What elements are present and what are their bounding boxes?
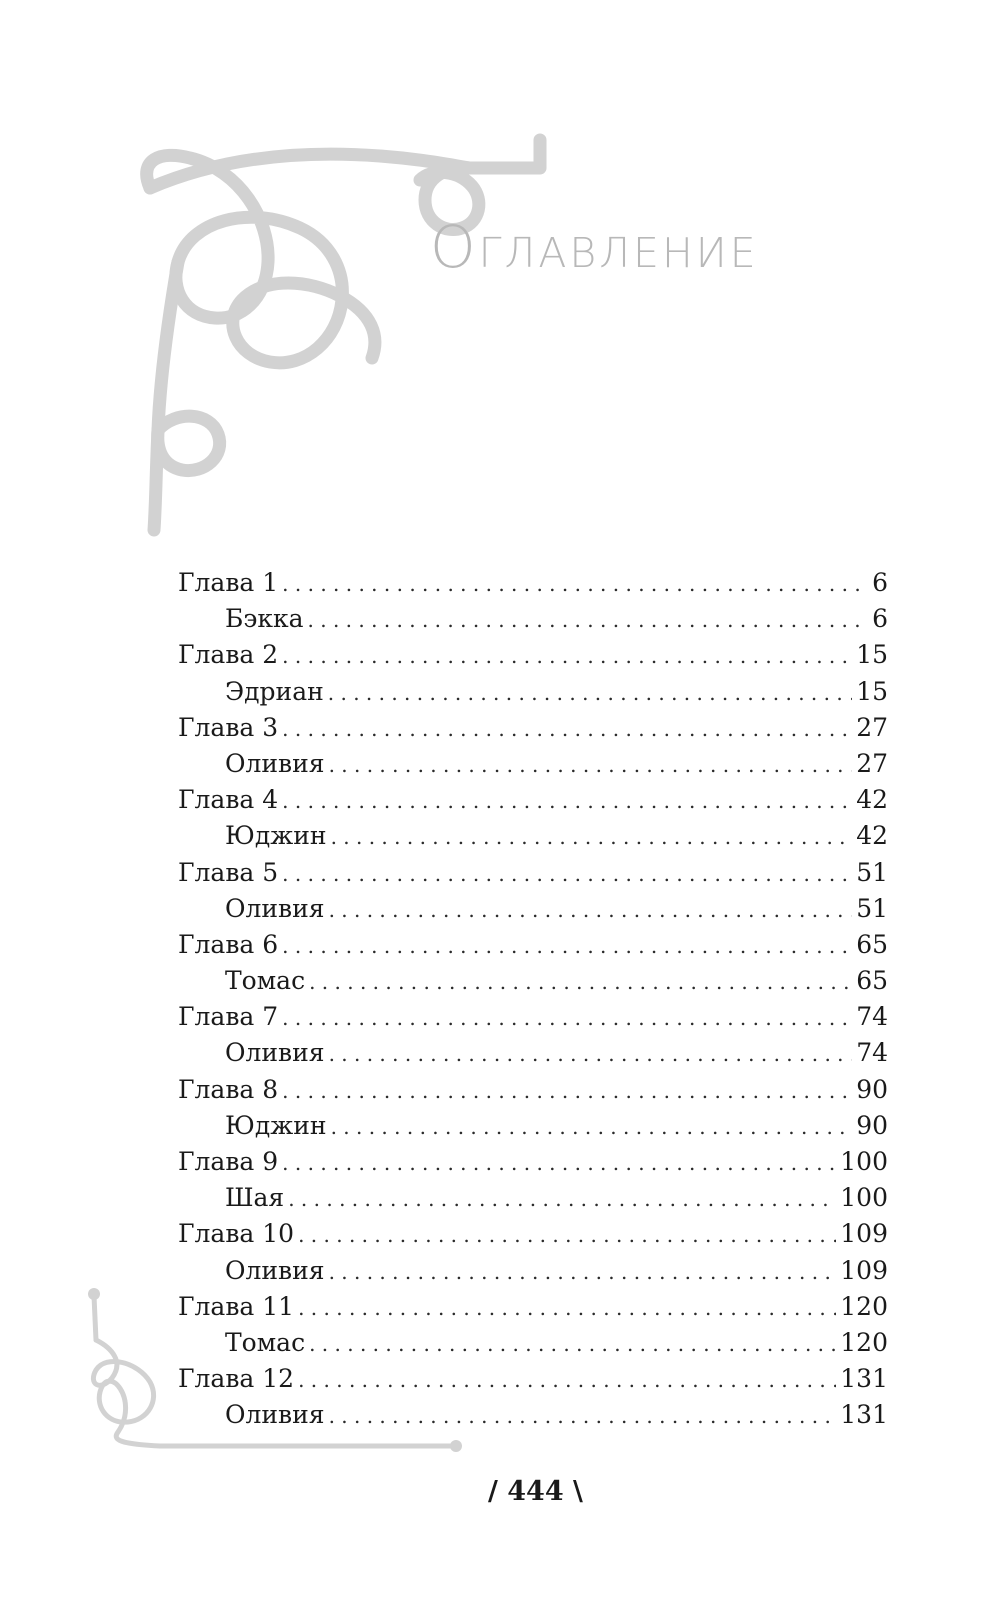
toc-entry-label: Глава 2 xyxy=(178,640,279,670)
toc-dot-leader xyxy=(288,1181,836,1217)
toc-entry-page: 6 xyxy=(872,568,888,597)
toc-entry-label: Глава 10 xyxy=(178,1219,295,1249)
toc-chapter-row xyxy=(178,1216,888,1252)
toc-dot-leader xyxy=(282,566,868,602)
toc-section-row xyxy=(178,1180,888,1216)
toc-dot-leader xyxy=(329,747,853,783)
toc-dot-leader xyxy=(282,1145,836,1181)
toc-entry-label: Томас xyxy=(225,1327,306,1357)
toc-entry-label: Эдриан xyxy=(225,676,324,706)
toc-chapter-row xyxy=(178,999,888,1035)
toc-entry-page: 27 xyxy=(856,712,888,742)
toc-entry-page: 42 xyxy=(856,785,888,815)
toc-entry-page: 6 xyxy=(872,604,888,634)
toc-entry-label: Глава 12 xyxy=(178,1364,295,1394)
toc-chapter-row xyxy=(178,1072,888,1108)
toc-entry-label: Томас xyxy=(225,966,306,996)
toc-chapter-row xyxy=(178,710,888,746)
toc-dot-leader xyxy=(308,602,869,638)
toc-entry-page: 100 xyxy=(840,1183,888,1213)
toc-entry-page: 120 xyxy=(840,1291,888,1321)
page-title: Оглавление xyxy=(430,213,759,281)
toc-dot-leader xyxy=(329,1398,837,1434)
toc-section-row xyxy=(178,818,888,854)
toc-dot-leader xyxy=(282,1073,852,1109)
toc-dot-leader xyxy=(282,928,852,964)
toc-section-row xyxy=(178,1397,888,1433)
toc-dot-leader xyxy=(282,856,852,892)
toc-dot-leader xyxy=(282,1000,852,1036)
toc-dot-leader xyxy=(298,1217,836,1253)
toc-entry-page: 131 xyxy=(840,1364,888,1394)
toc-entry-label: Оливия xyxy=(225,1255,325,1285)
toc-entry-page: 15 xyxy=(856,676,888,706)
toc-entry-page: 65 xyxy=(856,929,888,959)
toc-entry-label: Оливия xyxy=(225,1400,325,1430)
toc-entry-label: Глава 9 xyxy=(178,1147,279,1176)
toc-entry-page: 65 xyxy=(856,966,888,996)
toc-entry-page: 27 xyxy=(856,748,888,778)
toc-dot-leader xyxy=(329,892,853,928)
toc-entry-label: Оливия xyxy=(225,748,325,778)
toc-entry-label: Глава 4 xyxy=(178,785,279,815)
toc-entry-label: Бэкка xyxy=(225,604,304,634)
toc-chapter-row xyxy=(178,782,888,818)
toc-dot-leader xyxy=(309,1326,836,1362)
toc-chapter-row xyxy=(178,1361,888,1397)
page-number: / 444 \ xyxy=(488,1476,583,1507)
toc-dot-leader xyxy=(309,964,852,1000)
toc-dot-leader xyxy=(282,638,852,674)
toc-entry-page: 100 xyxy=(840,1147,888,1176)
toc-entry-page: 120 xyxy=(840,1327,888,1357)
toc-entry-page: 109 xyxy=(840,1255,888,1285)
toc-entry-label: Глава 11 xyxy=(178,1291,295,1321)
toc-dot-leader xyxy=(328,675,852,711)
toc-chapter-row xyxy=(178,855,888,891)
toc-dot-leader xyxy=(331,1109,853,1145)
toc-section-row xyxy=(178,746,888,782)
toc-entry-label: Оливия xyxy=(225,893,325,923)
toc-chapter-row xyxy=(178,565,888,601)
toc-dot-leader xyxy=(331,819,853,855)
toc-chapter-row xyxy=(178,1144,888,1180)
toc-section-row xyxy=(178,601,888,637)
toc-section-row xyxy=(178,1325,888,1361)
toc-entry-page: 109 xyxy=(840,1219,888,1249)
toc-entry-page: 131 xyxy=(840,1400,888,1430)
toc-entry-label: Шая xyxy=(225,1183,285,1213)
table-of-contents xyxy=(178,565,888,1434)
toc-entry-page: 42 xyxy=(856,821,888,851)
toc-chapter-row xyxy=(178,927,888,963)
toc-dot-leader xyxy=(329,1254,837,1290)
toc-entry-label: Юджин xyxy=(225,1110,327,1140)
toc-entry-page: 51 xyxy=(856,857,888,887)
toc-entry-page: 90 xyxy=(856,1074,888,1104)
toc-entry-page: 90 xyxy=(856,1110,888,1140)
toc-chapter-row xyxy=(178,637,888,673)
toc-entry-label: Глава 5 xyxy=(178,857,279,887)
toc-dot-leader xyxy=(298,1362,836,1398)
toc-entry-page: 74 xyxy=(856,1002,888,1032)
toc-entry-label: Оливия xyxy=(225,1038,325,1068)
toc-entry-page: 74 xyxy=(856,1038,888,1068)
toc-entry-label: Глава 8 xyxy=(178,1074,279,1104)
toc-entry-label: Глава 3 xyxy=(178,712,279,742)
toc-entry-page: 15 xyxy=(856,640,888,670)
toc-entry-label: Глава 6 xyxy=(178,929,279,959)
toc-dot-leader xyxy=(298,1290,836,1326)
toc-section-row xyxy=(178,891,888,927)
toc-section-row xyxy=(178,674,888,710)
toc-chapter-row xyxy=(178,1289,888,1325)
toc-entry-label: Юджин xyxy=(225,821,327,851)
toc-section-row xyxy=(178,963,888,999)
toc-section-row xyxy=(178,1035,888,1071)
toc-section-row xyxy=(178,1108,888,1144)
toc-entry-label: Глава 1 xyxy=(178,568,279,597)
toc-entry-page: 51 xyxy=(856,893,888,923)
toc-entry-label: Глава 7 xyxy=(178,1002,279,1032)
toc-section-row xyxy=(178,1253,888,1289)
toc-dot-leader xyxy=(282,711,852,747)
toc-dot-leader xyxy=(282,783,852,819)
toc-dot-leader xyxy=(329,1036,853,1072)
